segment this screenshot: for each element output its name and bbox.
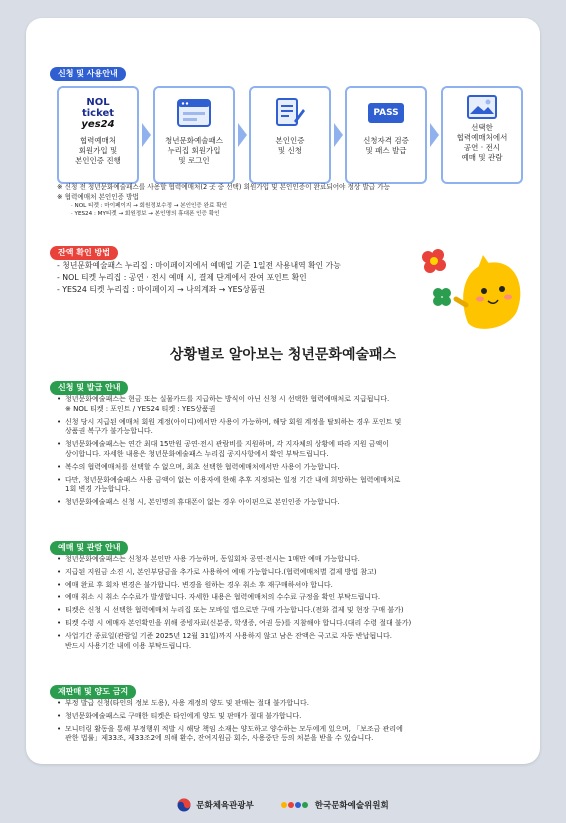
list-item-line: ※ NOL 티켓 : 포인트 / YES24 티켓 : YES상품권: [65, 404, 216, 413]
list-item-line: • 사업기간 종료일(관람일 기준 2025년 12월 31일)까지 사용하지 않고 남은 잔액은 국고로 자동 반납됩니다.: [65, 631, 392, 640]
list-item-line: • 부정 발급 신청(타인의 정보 도용), 사용 계정의 양도 및 판매는 절대 불가합니다.: [65, 699, 310, 707]
list-item-line: • 신청 당시 지급된 예매처 회원 계정(아이디)에서만 사용이 가능하며, 해당 회원 계정을 탈퇴하는 경우 포인트 및: [65, 417, 402, 426]
step-flow: [57, 86, 535, 184]
list-item-line: 반드시 사용기간 내에 이용 부탁드립니다.: [65, 641, 192, 650]
list-item: [57, 395, 522, 415]
section-title-resale: 재판매 및 양도 금지: [50, 685, 136, 699]
booking-list: [57, 555, 522, 654]
step-3: [249, 86, 331, 184]
step-3-text: 본인인증 및 신청: [275, 136, 305, 156]
step-1: [57, 86, 139, 184]
step-4: [345, 86, 427, 184]
list-item-line: 상이합니다. 자세한 내용은 청년문화예술패스 누리집 공지사항에서 확인 부탁드립니다.: [65, 449, 329, 458]
list-item-line: • 청년문화예술패스는 신청자 본인만 사용 가능하며, 동일회차 공연·전시는 1매만 예매 가능합니다.: [65, 555, 360, 563]
list-item-line: • 복수의 협력예매처를 선택할 수 없으며, 최초 선택한 협력예매처에서만 사용이 가능합니다.: [65, 462, 340, 471]
list-item-line: 1회 변경 가능합니다.: [65, 485, 131, 494]
list-item-line: 관한 법률」제33조, 제33조2에 의해 환수, 잔여지원금 회수, 사용중단 등의 처분을 받을 수 있습니다.: [65, 734, 374, 743]
list-item: [57, 699, 522, 709]
footer: [0, 790, 566, 820]
step-1-text: 협력예매처 회원가입 및 본인인증 진행: [75, 136, 121, 166]
list-item-line: • 모니터링 활동을 통해 부정행위 적발 시 해당 책임 소재는 양도하고 양수하는 모두에게 있으며, 「보조금 관리에: [65, 724, 403, 733]
yes24-logo: yes24: [81, 118, 115, 130]
section-title-apply-guide: 신청 및 사용안내: [50, 67, 126, 81]
step-5: [441, 86, 523, 184]
taegeuk-icon: [177, 798, 191, 812]
list-item: [57, 619, 522, 629]
note-line: ※ 신청 전 청년문화예술패스를 사용할 협력예매처(2 곳 중 선택) 회원가입 및 본인인증이 완료되어야 정상 발급 가능: [57, 183, 390, 191]
mascot-illustration: [418, 243, 528, 338]
list-item-line: • 티켓은 신청 시 선택한 협력예매처 누리집 또는 모바일 앱으로만 구매 가능합니다.(전화 결제 및 현장 구매 불가): [65, 606, 404, 615]
sub-note-line: · NOL 티켓 : 마이페이지 → 회원정보수정 → 본인인증 완료 확인: [71, 203, 227, 210]
nol-ticket-logo: NOL ticket: [81, 96, 115, 119]
list-item-line: • 청년문화예술패스는 연간 최대 15만원 공연·전시 관람비를 지원하며, 각 지자체의 상황에 따라 지원 금액이: [65, 440, 390, 449]
org-name-arko: 한국문화예술위원회: [314, 801, 389, 811]
list-item: [57, 581, 522, 591]
list-item: [57, 632, 522, 652]
balance-list: [57, 260, 437, 296]
list-item: [57, 606, 522, 616]
list-item-line: • 티켓 수령 시 예매자 본인확인을 위해 증빙자료(신분증, 학생증, 여권 등)를 지참해야 합니다.(대리 수령 절대 불가): [65, 618, 412, 627]
list-item: [57, 593, 522, 603]
arko-dots-icon: [280, 800, 310, 810]
arrow-icon: [427, 86, 441, 184]
list-item: [57, 555, 522, 565]
list-item-line: 상품권 복구가 불가능합니다.: [65, 427, 153, 436]
section-title-booking: 예매 및 관람 안내: [50, 541, 128, 555]
list-item-line: • 청년문화예술패스는 현금 또는 실물카드를 지급하는 방식이 아닌 신청 시 선택한 협력예매처로 지급됩니다.: [65, 395, 390, 403]
section-title-balance: 잔액 확인 방법: [50, 246, 118, 260]
section-apply-guide: [50, 61, 126, 81]
list-item: [57, 568, 522, 578]
list-item: [57, 440, 522, 460]
balance-item: - NOL 티켓 누리집 : 공연 · 전시 예매 시, 결제 단계에서 잔여 포인트 확인: [57, 273, 307, 283]
list-item: [57, 418, 522, 438]
list-item-line: • 예매 완료 후 회차 변경은 불가합니다. 변경을 원하는 경우 취소 후 재구매하셔야 합니다.: [65, 580, 333, 589]
document-edit-icon: [270, 96, 310, 130]
list-item: [57, 476, 522, 496]
note-line: ※ 협력예매처 본인인증 방법: [57, 192, 139, 201]
org-name-mcst: 문화체육관광부: [196, 801, 254, 811]
balance-item: - 청년문화예술패스 누리집 : 마이페이지에서 예매일 기준 1일전 사용내역 확인 가능: [57, 261, 341, 270]
sub-note-line: · YES24 : MY티켓 → 회원정보 → 본인명의 휴대폰 인증 확인: [71, 211, 220, 218]
clover-icon: [433, 288, 451, 306]
list-item: [57, 712, 522, 722]
arko-logo: [280, 799, 389, 811]
list-item-line: • 예매 취소 시 취소 수수료가 발생합니다. 자세한 내용은 협력예매처의 수수료 규정을 확인 부탁드립니다.: [65, 593, 381, 602]
pass-label: PASS: [368, 103, 403, 123]
section-booking-guide: [50, 535, 128, 555]
info-card: [26, 18, 540, 764]
list-item-line: • 청년문화예술패스로 구매한 티켓은 타인에게 양도 및 판매가 절대 불가합니다.: [65, 711, 302, 720]
issue-list: [57, 395, 522, 511]
list-item-line: • 지급된 지원금 소진 시, 본인부담금을 추가로 사용하여 예매 가능합니다.(협력예매처별 결제 방법 참고): [65, 567, 377, 576]
apply-notes: [57, 183, 537, 218]
balance-item: - YES24 티켓 누리집 : 마이페이지 → 나의계좌 → YES상품권: [57, 285, 266, 295]
mcst-logo: [177, 798, 253, 812]
browser-window-icon: [174, 96, 214, 130]
step-2-text: 청년문화예술패스 누리집 회원가입 및 로그인: [165, 136, 223, 166]
ticket-image-icon: [462, 94, 502, 120]
pass-card-icon: [366, 96, 406, 130]
section-issue-guide: [50, 375, 128, 395]
arrow-icon: [235, 86, 249, 184]
arrow-icon: [139, 86, 153, 184]
list-item-line: • 다만, 청년문화예술패스 사용 금액이 없는 이용자에 한해 추후 지정되는 일정 기간 내에 희망하는 협력예매처로: [65, 475, 401, 484]
list-item: [57, 463, 522, 473]
step-2: [153, 86, 235, 184]
flower-icon: [422, 249, 446, 273]
section-resale-ban: [50, 679, 136, 699]
resale-list: [57, 699, 522, 747]
step-4-text: 신청자격 검증 및 패스 발급: [363, 136, 409, 156]
section-balance-check: [50, 240, 118, 260]
section-title-issue: 신청 및 발급 안내: [50, 381, 128, 395]
list-item-line: • 청년문화예술패스 신청 시, 본인명의 휴대폰이 없는 경우 아이핀으로 본인인증 가능합니다.: [65, 498, 340, 507]
partner-logo: [78, 96, 118, 130]
arrow-icon: [331, 86, 345, 184]
step-5-text: 선택한 협력예매처에서 공연 · 전시 예매 및 관람: [456, 123, 508, 163]
main-title: 상황별로 알아보는 청년문화예술패스: [169, 347, 397, 363]
list-item: [57, 498, 522, 508]
list-item: [57, 725, 522, 745]
